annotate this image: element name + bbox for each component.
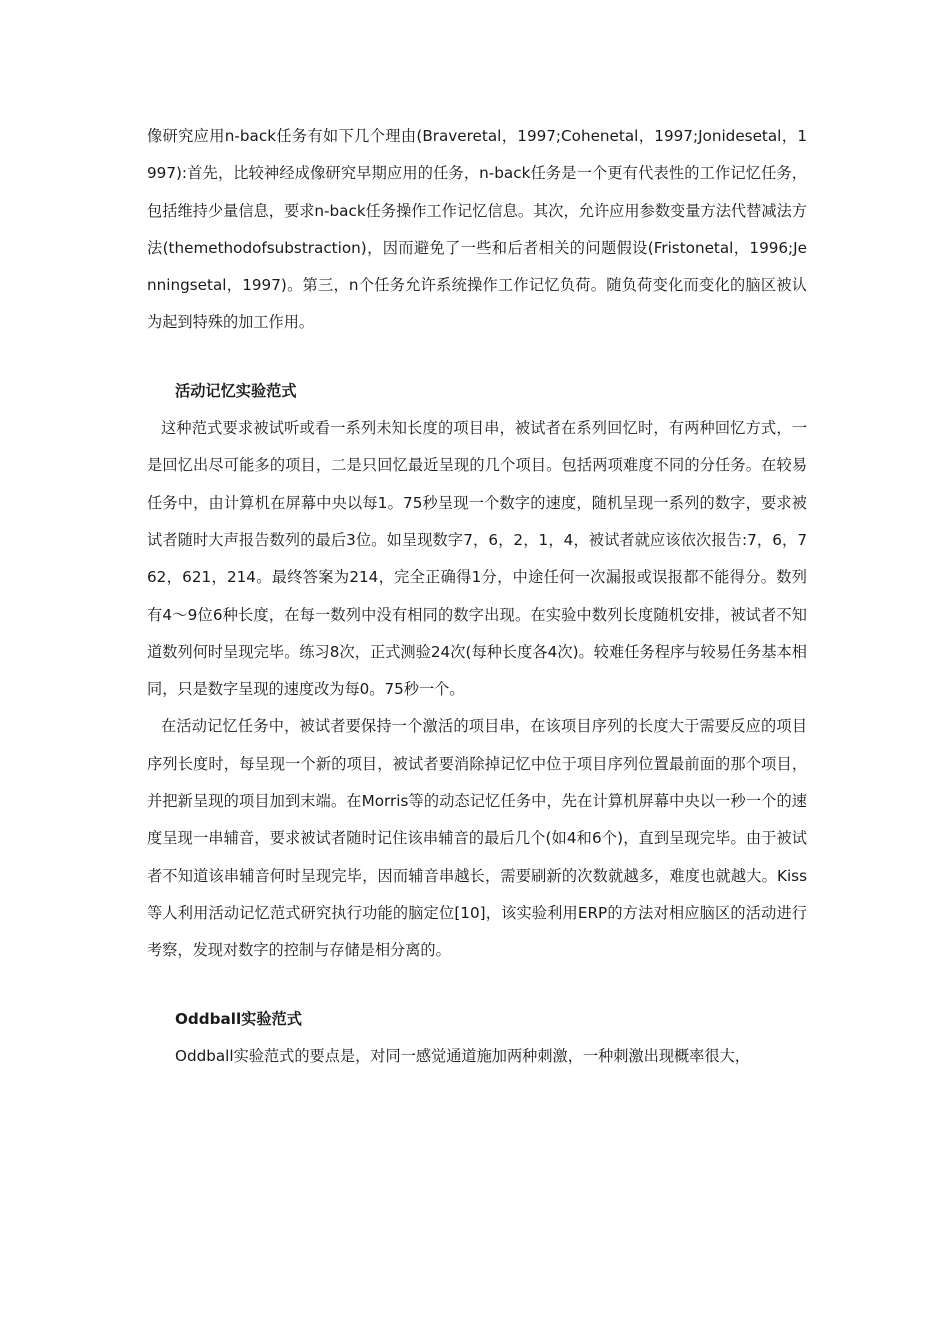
- active-memory-heading: 活动记忆实验范式: [175, 381, 297, 400]
- active-memory-paragraph-2: 在活动记忆任务中，被试者要保持一个激活的项目串，在该项目序列的长度大于需要反应的项目序列长度时，每呈现一个新的项目，被试者要消除掉记忆中位于项目序列位置最前面的那个项目，并把新呈现的项目加到末端。在Morris等的动态记忆任务中，先在计算机屏幕中央以一秒一个的速度呈现一串辅音，要求被试者随时记住该串辅音的最后几个(如4和6个)，直到呈现完毕。由于被试者不知道该串辅音何时呈现完毕，因而辅音串越长，需要刷新的次数就越多，难度也就越大。Kiss等人利用活动记忆范式研究执行功能的脑定位[10]，该实验利用ERP的方法对相应脑区的活动进行考察，发现对数字的控制与存储是相分离的。: [147, 717, 807, 960]
- section-spacer: [147, 970, 807, 1001]
- intro-paragraph: 像研究应用n-back任务有如下几个理由(Braveretal，1997;Cohenetal，1997;Jonidesetal，1997):首先，比较神经成像研究早期应用的任务，n-back任务是一个更有代表性的工作记忆任务，包括维持少量信息，要求n-back任务操作工作记忆信息。其次，允许应用参数变量方法代替减法方法(themethodofsubstraction)，因而避免了一些和后者相关的问题假设(Fristonetal，1996;Jenningsetal，1997)。第三，n个任务允许系统操作工作记忆负荷。随负荷变化而变化的脑区被认为起到特殊的加工作用。: [147, 127, 807, 332]
- oddball-heading: Oddball实验范式: [175, 1009, 302, 1028]
- document-body: [147, 118, 807, 1075]
- active-memory-paragraph-1: 这种范式要求被试听或看一系列未知长度的项目串，被试者在系列回忆时，有两种回忆方式，一是回忆出尽可能多的项目，二是只回忆最近呈现的几个项目。包括两项难度不同的分任务。在较易任务中，由计算机在屏幕中央以每1。75秒呈现一个数字的速度，随机呈现一系列的数字，要求被试者随时大声报告数列的最后3位。如呈现数字7，6，2，1，4，被试者就应该依次报告:7，6，762，621，214。最终答案为214，完全正确得1分，中途任何一次漏报或误报都不能得分。数列有4～9位6种长度，在每一数列中没有相同的数字出现。在实验中数列长度随机安排，被试者不知道数列何时呈现完毕。练习8次，正式测验24次(每种长度各4次)。较难任务程序与较易任务基本相同，只是数字呈现的速度改为每0。75秒一个。: [147, 419, 807, 699]
- oddball-paragraph-1: Oddball实验范式的要点是，对同一感觉通道施加两种刺激，一种刺激出现概率很大，: [175, 1046, 750, 1065]
- section-spacer: [147, 342, 807, 373]
